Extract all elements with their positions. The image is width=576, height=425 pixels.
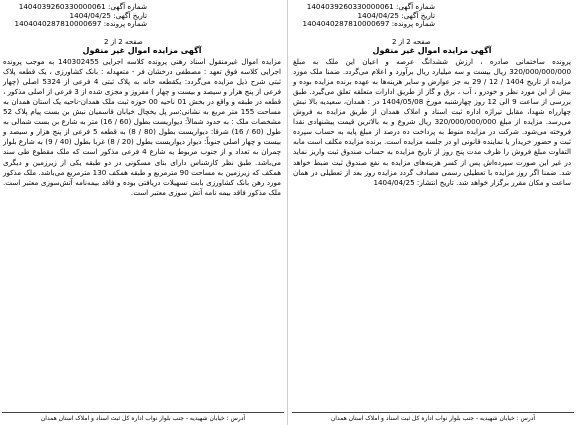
notice-column-left (3, 46, 281, 198)
notice-title: آگهی مزایده اموال غیر منقول (82, 46, 202, 55)
notice-body: پرونده ساختمانی صادره ، ارزش ششدانگ عرصه و اعیان این ملک به مبلغ 320/000/000/000 ریال بیست و سه میلیارد ریال برآورد و اعلام می‌گردد. ضمنا ملک مورد مزایده از تاریخ 1404 / 12 / 29 به جز عوارض و سایر هزینه‌ها به عهده برنده مزایده بوده و بیش از این مورد نظر و خودرو ، آب ، برق و گاز از طریق ادارات متعلقه تعلق می‌گیرد. طبق بررسی از ساعت 9 الی 12 روز چهارشنبه مورخ 1404/05/08 در : همدان، سعیدیه بالا نبش چهارراه شهدا، مقابل تیراژه اداره ثبت اسناد و املاک همدان از طریق مزایده به فروش می‌رسد. مزایده از مبلغ 320/000/000/000 ریال شروع و به بالاترین قیمت پیشنهادی نقدا فروخته می‌شود. شرکت در مزایده منوط به پرداخت ده درصد از مبلغ پایه به حساب سپرده ثبت و حضور خریدار یا نماینده قانونی او در جلسه مزایده است. برنده مزایده مکلف است مابه التفاوت مبلغ فروش را ظرف مدت پنج روز از تاریخ مزایده به حساب صندوق ثبت واریز نماید در غیر این صورت سپرده‌اش پس از کسر هزینه‌های مزایده به نفع صندوق ثبت ضبط خواهد شد. ضمنا اگر روز مزایده با تعطیلی رسمی مصادف گردد مزایده روز بعد از تعطیلی در همان ساعت و مکان مقرر برگزار خواهد شد. تاریخ انتشار: 1404/04/25 (293, 57, 572, 187)
notice-column-right (293, 46, 571, 188)
notice-date: تاریخ آگهی: 1404/04/25 (69, 10, 147, 20)
notice-number: شماره آگهی: 1404039260330000061 (18, 2, 147, 11)
page-number-right: صفحه 2 از 2 (392, 38, 431, 46)
case-number: شماره پرونده: 1404040287810000697 (302, 19, 435, 29)
notice-body: مزایده اموال غیرمنقول اسناد رهنی پرونده کلاسه اجرایی 140302455 به موجب پرونده اجرایی کلاسه فوق تعهد : مصطفی درخشان فر - متعهدله : بانک کشاورزی ، یک قطعه پلاک ثبتی شرح ذیل مزایده می‌گردد: یکقطعه خانه به پلاک ثبتی 4 فرعی از 5324 اصلی (چهار فرعی از پنج هزار و سیصد و بیست و چهار ) مفروز و مجزی شده از 3 فرعی از اصلی مذکور ، قطعه در طبقه و واقع در بخش 01 ناحیه 00 حوزه ثبت ملک همدان-ناحیه یک استان همدان به مساحت 155 متر مربع به نشانی:سر پل یخچال خیابان قاسمیان نبش بن بست پیام پلاک 52 مشخصات ملک : به حدود شمالاً: دیواریست بطول (60 / 16) متر به شارع بن بست شمالی به طول (60 / 16) شرقا: دیواریست بطول (80 / 8) به قطعه 5 فرعی از پنج هزار و سیصد و بیست و چهار اصلی جنوباً: دیوار دیواریست بطول (20 / 8) غربا بطول (40 / 9) به شارع بلوار چمران به تعداد و از جنوب مربوط به شارع 4 فرعی مذکور است که ملک مقطوع طی سند می‌باشد. طبق نظر کارشناس دارای بنای مسکونی در دو طبقه یکی از زیرزمین و دیگری همکف که زیرزمین به مساحت 90 مترمربع و طبقه همکف 130 مترمربع می‌باشد. ملک مذکور مورد رهن بانک کشاورزی بابت تسهیلات دریافتی بوده و فاقد بیمه‌نامه آتش‌سوزی معتبر است. ملک مذکور فاقد بیمه نامه آتش سوزی معتبر است. (3, 57, 282, 197)
column-divider (287, 0, 288, 425)
page-number-left: صفحه 2 از 2 (104, 38, 143, 46)
footer-address-left: آدرس : خیابان شهیدیه - جنب بلوار نواب اداره کل ثبت اسناد و املاک استان همدان (2, 412, 284, 422)
notice-meta-left (2, 3, 147, 29)
notice-meta-right (290, 3, 435, 29)
notice-date: تاریخ آگهی: 1404/04/25 (357, 10, 435, 20)
notice-title: آگهی مزایده اموال غیر منقول (372, 46, 492, 55)
footer-address-right: آدرس : خیابان شهیدیه - جنب بلوار نواب اداره کل ثبت اسناد و املاک استان همدان (292, 412, 574, 422)
case-number: شماره پرونده: 1404040287810000697 (14, 19, 147, 29)
notice-number: شماره آگهی: 1404039260330000061 (306, 2, 435, 11)
